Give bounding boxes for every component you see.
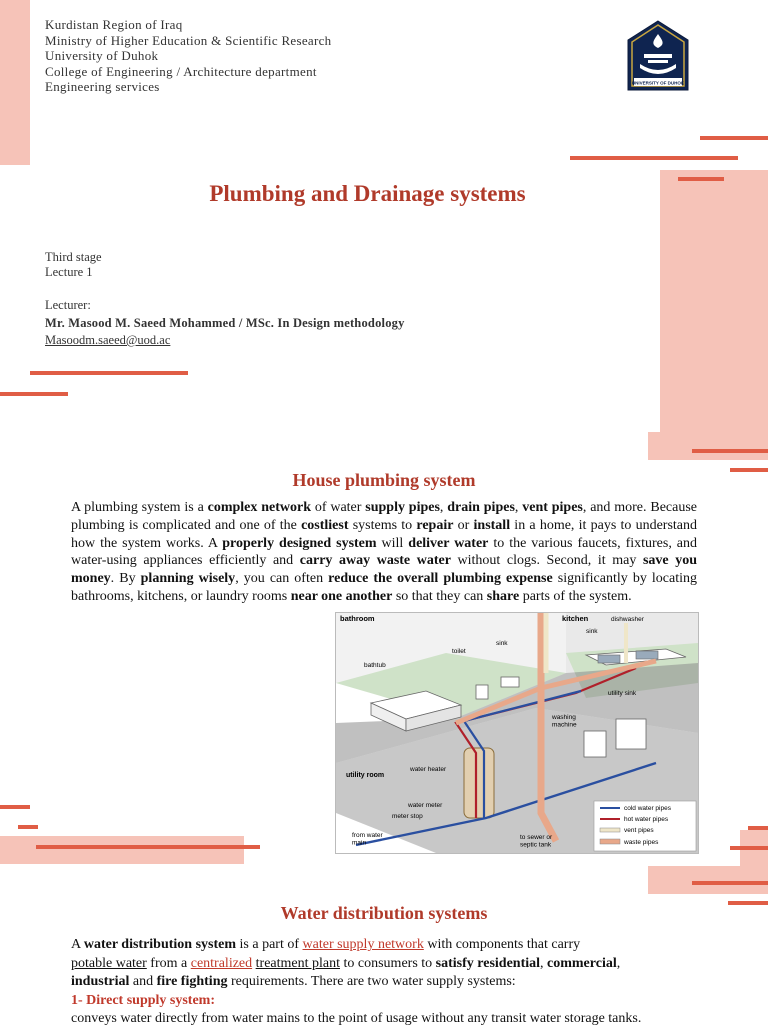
decor-line [570, 156, 738, 160]
label-dishwasher: dishwasher [611, 616, 644, 623]
label-from-main: from water main [352, 832, 383, 847]
header-line: Engineering services [45, 79, 160, 95]
label-bathroom: bathroom [340, 614, 375, 623]
decor-line [18, 825, 38, 829]
decor-line [692, 881, 768, 885]
label-utility-room: utility room [346, 772, 385, 779]
header-line: College of Engineering / Architecture department [45, 63, 317, 79]
label-utility-sink: utility sink [608, 690, 637, 697]
decor-line [700, 136, 768, 140]
legend-label-cold: cold water pipes [624, 805, 671, 812]
label-washing-machine: washing machine [552, 714, 577, 729]
decor-block-right-low [648, 866, 768, 894]
decor-block-top-left [0, 0, 30, 165]
decor-line [748, 826, 768, 830]
legend-swatch-waste [600, 839, 620, 844]
legend-swatch-vent [600, 828, 620, 832]
label-water-meter: water meter [408, 802, 443, 809]
subheading-direct-supply: 1- Direct supply system: [71, 992, 216, 1008]
decor-line [36, 845, 260, 849]
label-sink-kitchen: sink [586, 628, 598, 635]
link-water-supply-network[interactable]: water supply network [302, 937, 424, 952]
label-bathtub: bathtub [364, 662, 386, 669]
house-plumbing-paragraph: A plumbing system is a complex network of water supply pipes, drain pipes, vent pipes, and more. Because plumbing is complicated and one of the costliest systems to repair or install in a home, it pays to understand how the system works. A properly designed system will deliver water to the various faucets, fixtures, and water-using appliances efficiently and carry away waste water without clogs. Second, it may save you money. By planning wisely, you can often reduce the overall plumbing expense significantly by locating bathrooms, kitchens, or laundry rooms near one another so that they can share parts of the system. [71, 500, 698, 604]
decor-line [692, 449, 768, 453]
decor-block-left-low [0, 836, 244, 864]
link-potable-water[interactable]: potable water [71, 955, 147, 971]
link-centralized[interactable]: centralized [190, 955, 253, 971]
section-heading-house-plumbing: House plumbing system [292, 470, 476, 490]
direct-supply-text: conveys water directly from water mains to the point of usage without any transit water storage tanks. [71, 1011, 642, 1026]
section-heading-water-distribution: Water distribution systems [280, 903, 488, 923]
label-meter-stop: meter stop [392, 813, 423, 820]
decor-block-right [660, 170, 768, 432]
header-line: Ministry of Higher Education & Scientific Research [45, 32, 332, 48]
label-kitchen: kitchen [562, 614, 589, 623]
logo-text: UNIVERSITY OF DUHOK [631, 80, 685, 86]
course-lecture: Lecture 1 [45, 265, 93, 279]
legend-label-waste: waste pipes [624, 839, 659, 846]
lecturer-name: Mr. Masood M. Saeed Mohammed / MSc. In Design methodology [45, 316, 405, 330]
decor-line [730, 846, 768, 850]
decor-block-right-mid [648, 432, 768, 460]
label-sink-bath: sink [496, 640, 508, 647]
lecturer-label: Lecturer: [45, 298, 91, 312]
header-line: Kurdistan Region of Iraq [45, 17, 183, 32]
university-logo [626, 20, 690, 94]
label-toilet: toilet [452, 648, 466, 655]
decor-line [0, 392, 68, 396]
lecturer-email-link[interactable]: Masoodm.saeed@uod.ac [45, 333, 171, 347]
legend-label-vent: vent pipes [624, 827, 654, 834]
label-to-sewer: to sewer or septic tank [520, 834, 553, 849]
decor-line [0, 805, 30, 809]
water-distribution-paragraph: A water distribution system is a part of water supply network with components that carry potable water from a centralized treatment plant to consumers to satisfy residential, commercial, industrial and fire fighting requirements. There are two water supply systems: 1- Direct supply system: conveys water directly from water mains to the point of usage without any transit water storage tanks. [71, 937, 642, 1026]
legend-label-hot: hot water pipes [624, 816, 669, 823]
label-water-heater: water heater [410, 766, 447, 773]
institution-header [45, 17, 331, 95]
course-stage: Third stage [45, 250, 102, 264]
header-line: University of Duhok [45, 48, 159, 64]
document-title: Plumbing and Drainage systems [209, 181, 526, 206]
link-treatment-plant[interactable]: treatment plant [255, 955, 340, 971]
decor-line [30, 371, 188, 375]
house-plumbing-diagram [335, 612, 699, 854]
